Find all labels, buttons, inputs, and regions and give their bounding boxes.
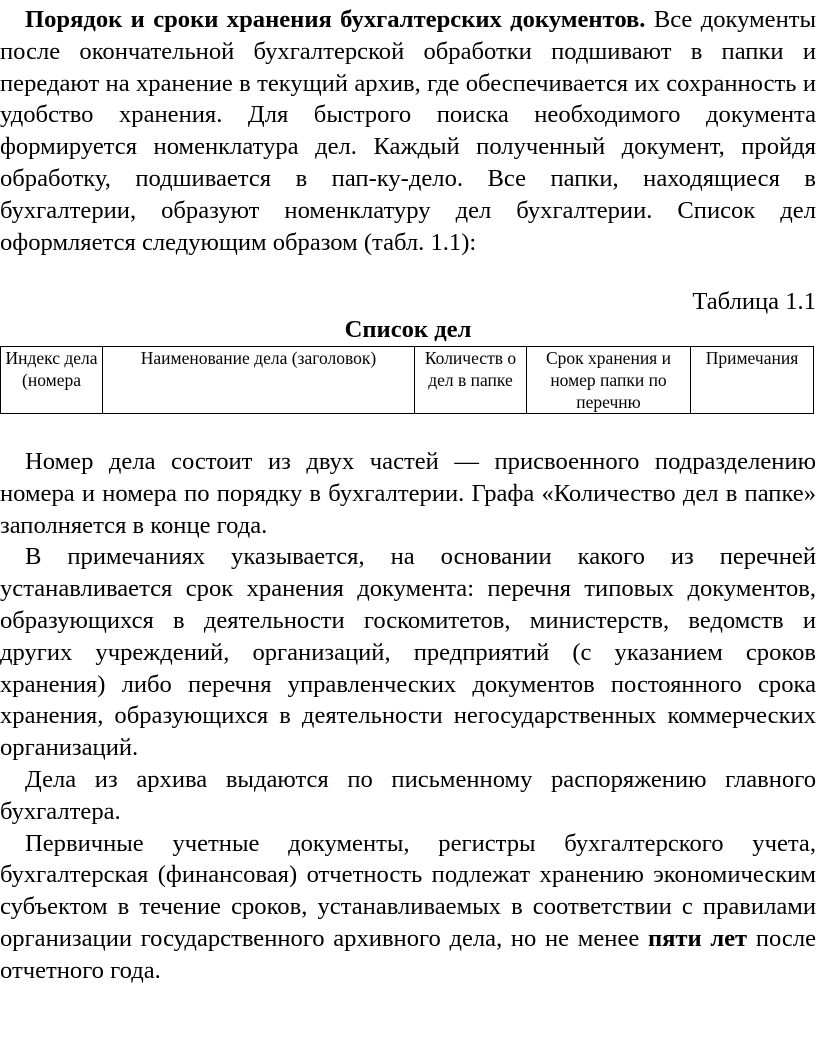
header-notes: Примечания (691, 347, 814, 414)
section-heading: Порядок и сроки хранения бухгалтерских документов. (25, 6, 646, 33)
header-term: Срок хранения и номер папки по перечню (527, 347, 691, 414)
retention-text-end: после отчетного года. (0, 924, 816, 984)
cases-list-table (0, 346, 814, 414)
paragraph-case-number: Номер дела состоит из двух частей — присвоенного подразделению номера и номера по порядку в бухгалтерии. Графа «Количество дел в папке» заполняется в конце года. (0, 448, 816, 539)
retention-term: пяти лет (647, 924, 748, 952)
intro-text: Все документы после окончательной бухгалтерской обработки подшивают в папки и передают на хранение в текущий архив, где обеспечивается их сохранность и удобство хранения. Для быстрого поиска необходимого документа формируется номенклатура дел. Каждый полученный документ, пройдя обработку, подшивается в пап-ку-дело. Все папки, находящиеся в бухгалтерии, образуют номенклатуру дел бухгалтерии. Список дел оформляется следующим образом (табл. 1.1): (0, 6, 816, 256)
header-index: Индекс дела (номера (1, 347, 103, 414)
intro-paragraph (0, 4, 816, 258)
paragraph-notes: В примечаниях указывается, на основании какого из перечней устанавливается срок хранения документа: перечня типовых документов, образующихся в деятельности госкомитетов, министерств, ведомств и других учреждений, организаций, предприятий (с указанием сроков хранения) либо перечня управленческих документов постоянного срока хранения, образующихся в деятельности негосударственных коммерческих организаций. (0, 543, 816, 762)
paragraph-retention (0, 828, 816, 987)
body-text (0, 446, 816, 987)
table-title: Список дел (344, 316, 472, 343)
paragraph-archive: Дела из архива выдаются по письменному распоряжению главного бухгалтера. (0, 765, 816, 825)
table-header-row (1, 347, 814, 414)
header-count: Количеств о дел в папке (415, 347, 527, 414)
table-number: Таблица 1.1 (692, 288, 816, 315)
retention-text: Первичные учетные документы, регистры бухгалтерского учета, бухгалтерская (финансовая) отчетность подлежат хранению экономическим субъектом в течение сроков, устанавливаемых в соответствии с правилами организации государственного архивного дела, но не менее (0, 829, 816, 952)
header-name: Наименование дела (заголовок) (103, 347, 415, 414)
